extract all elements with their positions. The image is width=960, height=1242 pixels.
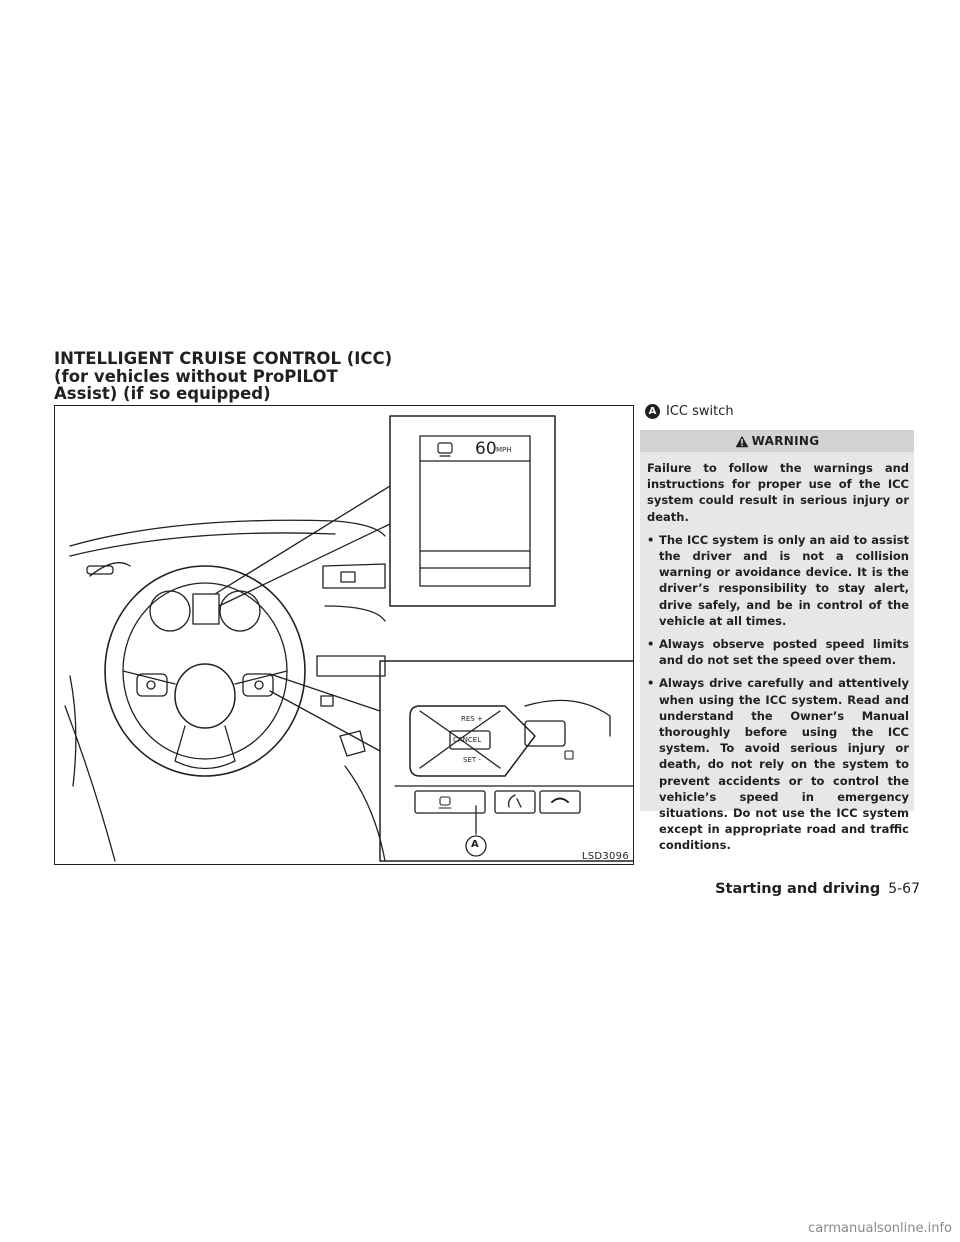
wheel-rim-outer — [105, 566, 305, 776]
left-switch-dot — [147, 681, 155, 689]
warning-item — [647, 675, 909, 853]
right-vent — [323, 564, 385, 588]
callout-text: ICC switch — [666, 403, 734, 419]
heading-line-1: INTELLIGENT CRUISE CONTROL (ICC) — [54, 349, 393, 368]
left-door-line — [70, 676, 76, 786]
warning-list — [647, 532, 909, 854]
phone-key — [540, 791, 580, 813]
right-vent-slat — [341, 572, 355, 582]
bullet: • — [647, 676, 655, 691]
warning-item-text: Always observe posted speed limits and do not set the speed over them. — [659, 637, 909, 668]
callout-a — [645, 402, 734, 420]
warning-body — [640, 452, 914, 854]
label-a: A — [471, 839, 479, 850]
figure-code: LSD3096 — [581, 851, 629, 862]
set-key-label: SET - — [463, 756, 481, 764]
warning-item-text: Always drive carefully and attentively when using the ICC system. Read and understand the Owner’s Manual thoroughly before using the ICC system. To avoid serious injury or death, do not rely on the system to prevent accidents or to control the vehicle’s speed in emergency situations. Do not use the ICC system except in appropriate road and traffic conditions. — [659, 676, 909, 853]
illustration-drawing — [55, 406, 634, 865]
watermark: carmanualsonline.info — [808, 1221, 952, 1236]
console-line — [325, 606, 385, 621]
warning-item-text: The ICC system is only an aid to assist the driver and is not a collision warning or avoidance device. It is the driver’s responsibility to stay alert, drive safely, and be in control of the vehicle at all times. — [659, 532, 909, 628]
center-panel — [317, 656, 385, 676]
phone-icon — [552, 799, 568, 803]
warning-triangle-icon — [735, 435, 749, 448]
seat-edge — [65, 706, 115, 861]
bottom-spoke — [175, 726, 235, 769]
res-key-label: RES + — [461, 715, 483, 723]
right-switch-cluster — [243, 674, 273, 696]
section-heading — [54, 349, 393, 403]
left-vent — [87, 566, 113, 574]
voice-key — [495, 791, 535, 813]
switch-inset-frame — [380, 661, 634, 861]
warning-box — [640, 430, 914, 853]
footer-section: Starting and driving — [715, 881, 881, 897]
shift-knob — [340, 731, 365, 756]
warning-intro: Failure to follow the warnings and instructions for proper use of the ICC system could result in serious injury or death. — [647, 461, 909, 524]
display-speed: 60 — [475, 439, 497, 459]
warning-title: WARNING — [751, 434, 820, 448]
left-switch-cluster — [137, 674, 167, 696]
bullet: • — [647, 532, 655, 547]
voice-icon — [509, 795, 521, 807]
page-footer — [715, 881, 920, 897]
leader-line-display-1 — [215, 486, 390, 594]
warning-item — [647, 532, 909, 629]
page-number: 5-67 — [888, 881, 920, 897]
right-gauge — [220, 591, 260, 631]
cancel-key-label: CANCEL — [453, 736, 482, 744]
right-switch-dot — [255, 681, 263, 689]
bullet: • — [647, 637, 655, 652]
switch-right-key-icon — [565, 751, 573, 759]
heading-line-3: Assist) (if so equipped) — [54, 384, 271, 403]
wheel-hub — [175, 664, 235, 728]
leader-line-switch-2 — [270, 691, 380, 751]
warning-header — [640, 430, 914, 452]
left-gauge — [150, 591, 190, 631]
car-follow-icon — [438, 443, 452, 456]
wheel-rim-inner — [123, 583, 287, 759]
heading-line-2: (for vehicles without ProPILOT — [54, 366, 338, 386]
display-unit: MPH — [496, 446, 512, 454]
center-display — [193, 594, 219, 624]
callout-badge: A — [645, 404, 660, 419]
small-switch — [321, 696, 333, 706]
steering-wheel-illustration — [54, 405, 634, 865]
dashboard-top-line — [70, 520, 385, 546]
icc-key-car-icon — [439, 797, 451, 808]
warning-item — [647, 636, 909, 668]
console-edge — [345, 766, 385, 861]
switch-housing-curve — [525, 700, 610, 736]
